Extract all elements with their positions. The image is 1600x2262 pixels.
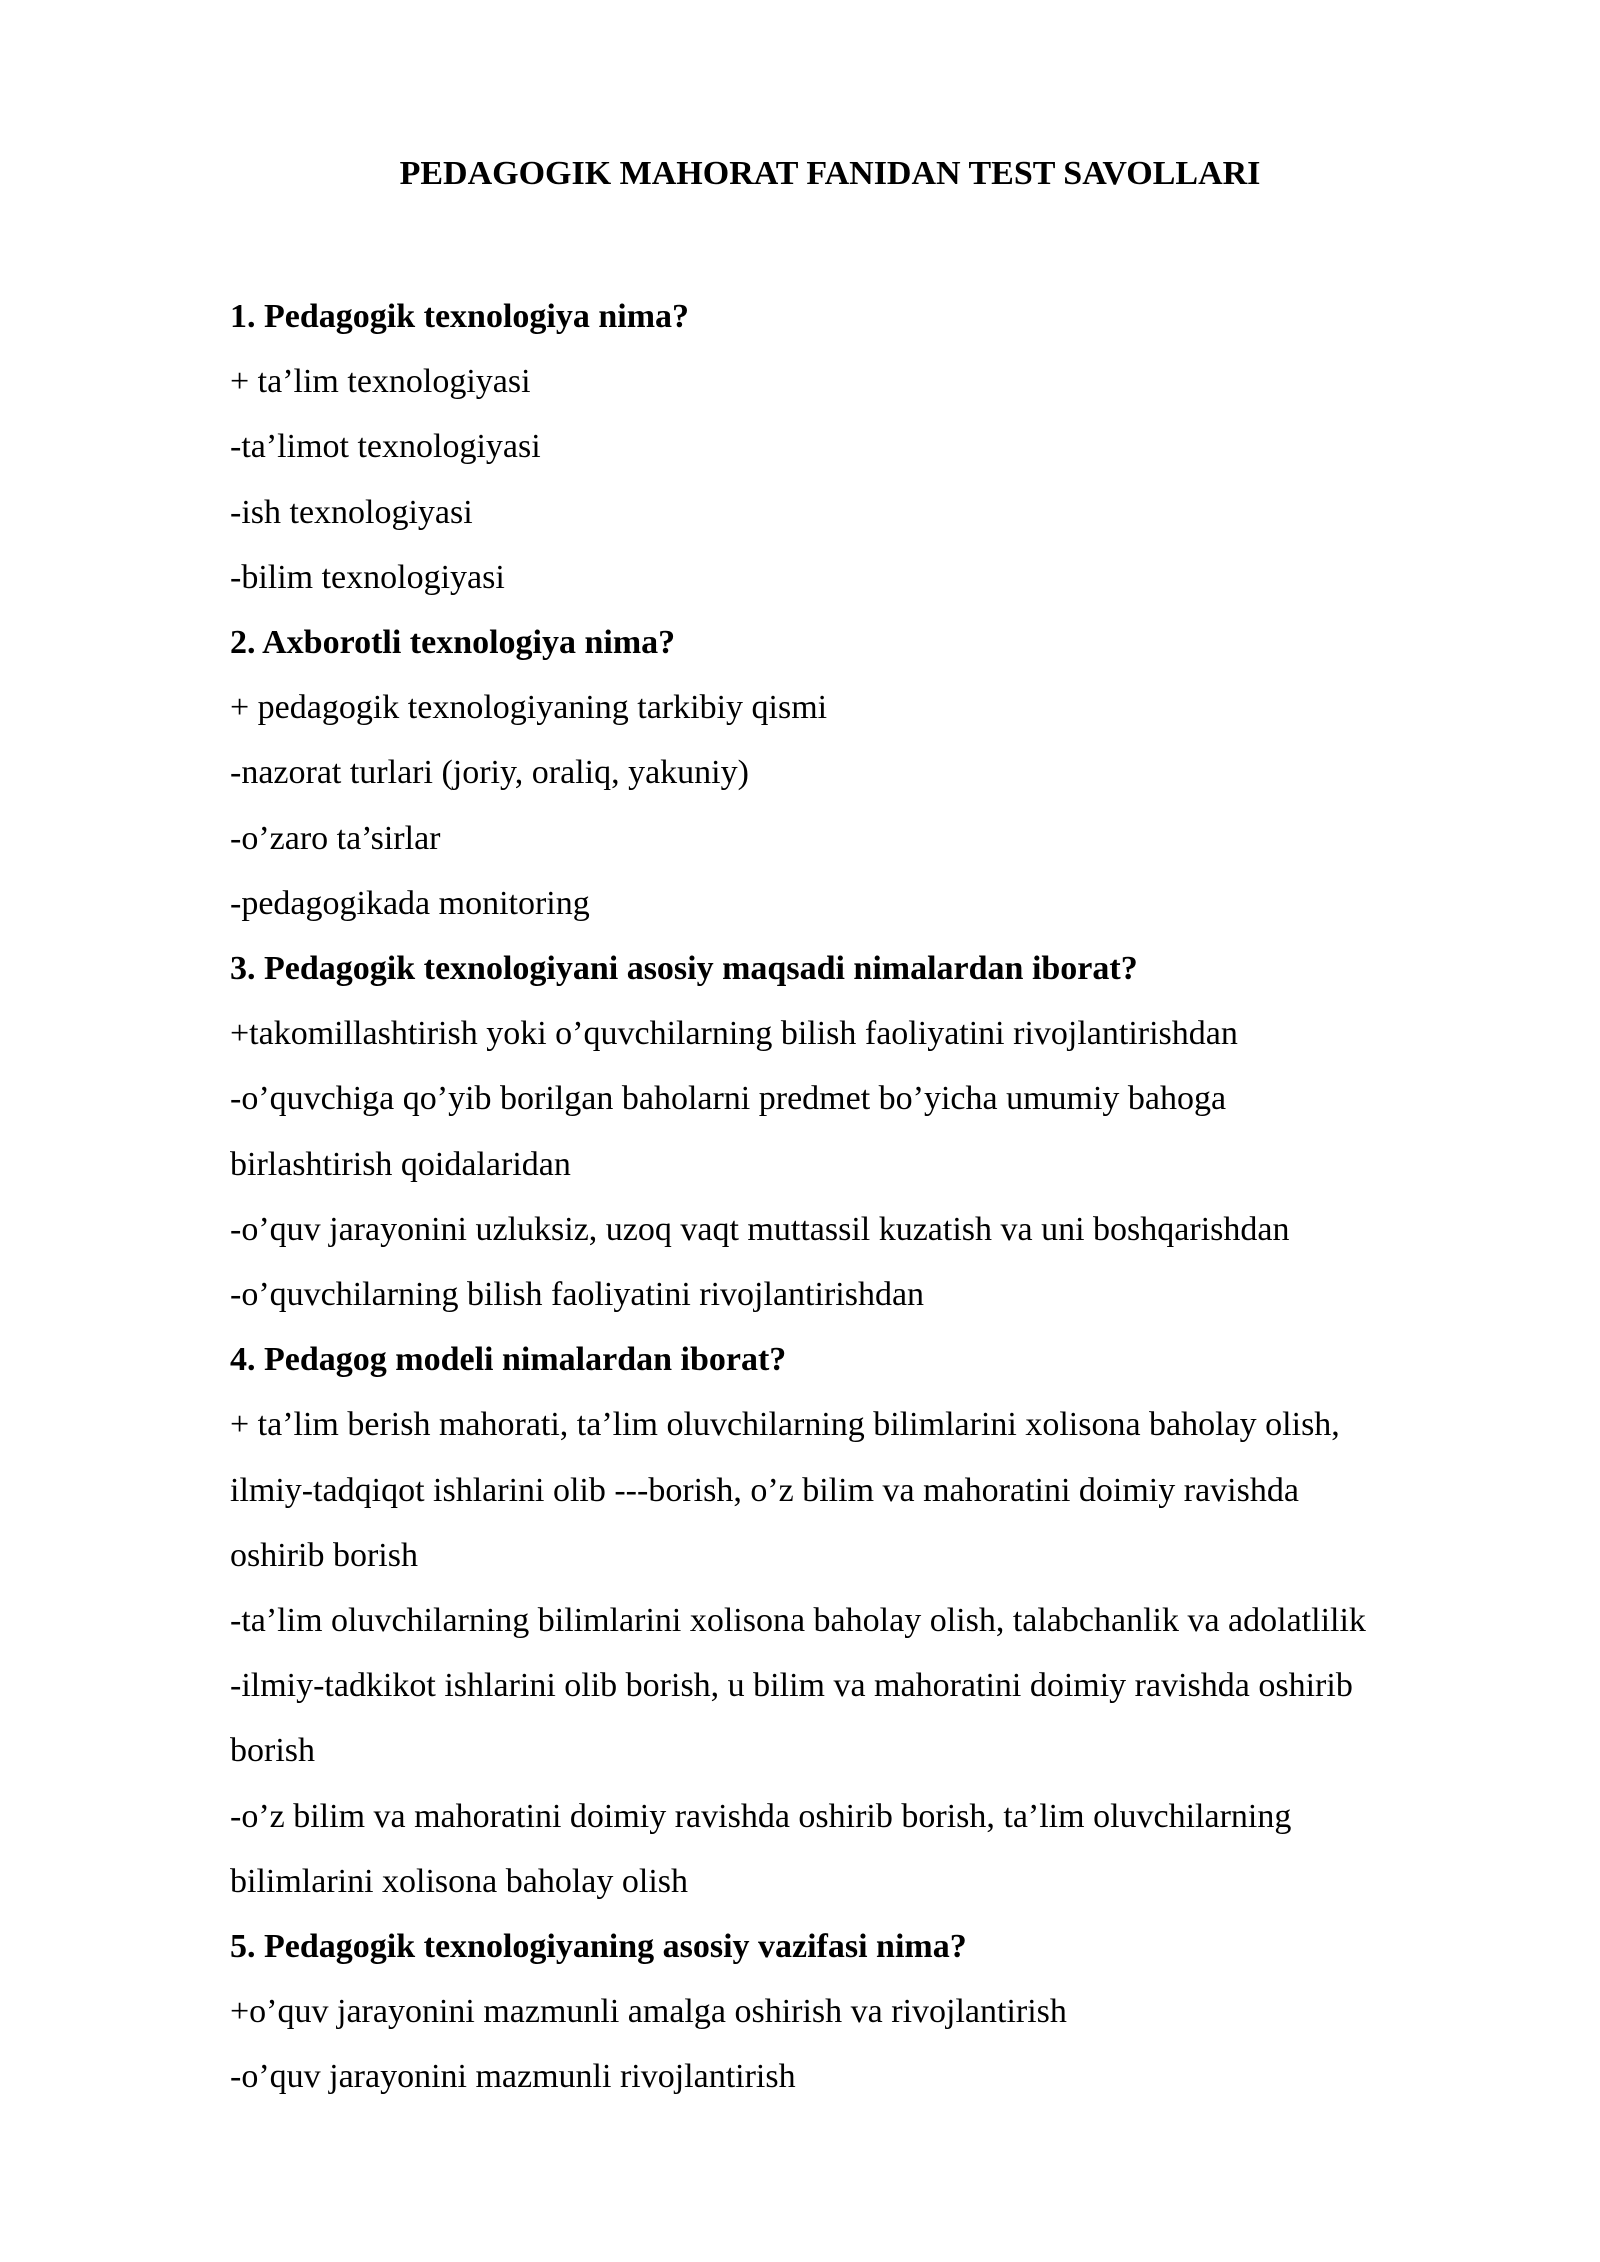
answer-option: -ish texnologiyasi — [230, 493, 473, 531]
answer-option: -o’quvchiga qo’yib borilgan baholarni predmet bo’yicha umumiy bahoga — [230, 1080, 1227, 1118]
answer-option: -ta’lim oluvchilarning bilimlarini xolisona baholay olish, talabchanlik va adolatlilik — [230, 1602, 1366, 1640]
answer-option: -pedagogikada monitoring — [230, 884, 590, 922]
answer-option: -o’quv jarayonini uzluksiz, uzoq vaqt muttassil kuzatish va uni boshqarishdan — [230, 1210, 1290, 1248]
question-heading: 1. Pedagogik texnologiya nima? — [230, 298, 690, 335]
question-heading: 2. Axborotli texnologiya nima? — [230, 624, 676, 662]
question-heading: 5. Pedagogik texnologiyaning asosiy vazifasi nima? — [230, 1928, 967, 1966]
answer-option-continuation: bilimlarini xolisona baholay olish — [230, 1862, 689, 1900]
answer-option: + ta’lim texnologiyasi — [230, 363, 531, 401]
answer-option: -o’quvchilarning bilish faoliyatini rivojlantirishdan — [230, 1276, 925, 1314]
answer-option: -o’quv jarayonini mazmunli rivojlantirish — [230, 2058, 796, 2096]
answer-option: +o’quv jarayonini mazmunli amalga oshirish va rivojlantirish — [230, 1993, 1067, 2031]
answer-option: + pedagogik texnologiyaning tarkibiy qismi — [230, 689, 828, 727]
answer-option: -o’zaro ta’sirlar — [230, 819, 441, 857]
page-title: PEDAGOGIK MAHORAT FANIDAN TEST SAVOLLARI — [399, 155, 1261, 192]
answer-option: -ilmiy-tadkikot ishlarini olib borish, u bilim va mahoratini doimiy ravishda oshirib — [230, 1667, 1353, 1705]
question-list — [230, 284, 1530, 2110]
answer-option-continuation: oshirib borish — [230, 1536, 418, 1574]
answer-option: + ta’lim berish mahorati, ta’lim oluvchilarning bilimlarini xolisona baholay olish, — [230, 1406, 1340, 1444]
answer-option: -ta’limot texnologiyasi — [230, 428, 541, 466]
question-heading: 4. Pedagog modeli nimalardan iborat? — [230, 1341, 787, 1379]
answer-option: +takomillashtirish yoki o’quvchilarning bilish faoliyatini rivojlantirishdan — [230, 1015, 1238, 1053]
answer-option: -bilim texnologiyasi — [230, 558, 505, 596]
answer-option-continuation: ilmiy-tadqiqot ishlarini olib ---borish, o’z bilim va mahoratini doimiy ravishda — [230, 1471, 1299, 1509]
question-heading: 3. Pedagogik texnologiyani asosiy maqsadi nimalardan iborat? — [230, 950, 1138, 988]
answer-option-continuation: birlashtirish qoidalaridan — [230, 1145, 571, 1183]
answer-option: -o’z bilim va mahoratini doimiy ravishda oshirib borish, ta’lim oluvchilarning — [230, 1797, 1292, 1835]
answer-option: -nazorat turlari (joriy, oraliq, yakuniy) — [230, 754, 749, 792]
answer-option-continuation: borish — [230, 1732, 315, 1770]
